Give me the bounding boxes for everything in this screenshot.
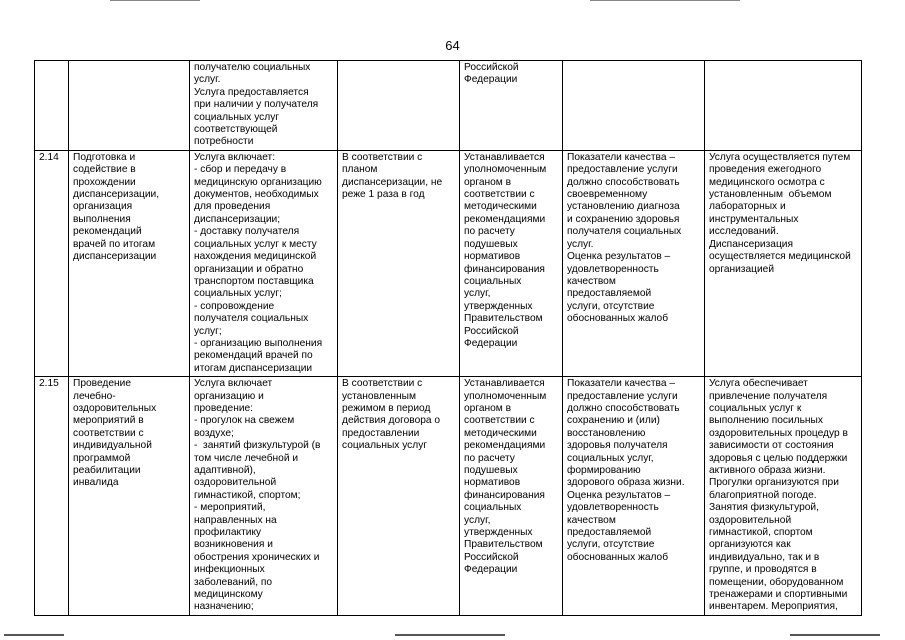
service-timing: В соответствии с планом диспансеризации, не реже 1 раза в год bbox=[338, 150, 460, 376]
row-number: 2.15 bbox=[35, 377, 69, 616]
quality-indicators: Показатели качества – предоставление услуги должно способствовать сохранению и (или) восстановлению здоровья получателя социальных услуг, формированию здорового образа жизни. Оценка результатов – удовлетворенность качеством предоставляемой услуги, отсутствие обоснованных жалоб bbox=[563, 377, 705, 616]
service-cost: Российской Федерации bbox=[460, 61, 563, 151]
scan-bottom-edge-mid bbox=[395, 634, 505, 636]
scan-top-edge-right bbox=[590, 0, 740, 1]
service-name bbox=[69, 61, 190, 151]
service-cost: Устанавливается уполномоченным органом в соответствии с методическими рекомендациями по расчету подушевых нормативов финансирования социальных услуг, утвержденных Правительством Российской Федерации bbox=[460, 377, 563, 616]
service-name: Проведение лечебно- оздоровительных мероприятий в соответствии с индивидуальной программой реабилитации инвалида bbox=[69, 377, 190, 616]
service-timing bbox=[338, 61, 460, 151]
service-cost: Устанавливается уполномоченным органом в соответствии с методическими рекомендациями по расчету подушевых нормативов финансирования социальных услуг, утвержденных Правительством Российской Федерации bbox=[460, 150, 563, 376]
service-conditions: Услуга обеспечивает привлечение получателя социальных услуг к выполнению посильных оздоровительных процедур в зависимости от состояния здоровья с целью поддержки активного образа жизни. Прогулки организуются при благоприятной погоде. Занятия физкультурой, оздоровительной гимнастикой, спортом организуются как индивидуально, так и в группе, и проводятся в помещении, оборудованном тренажерами и спортивными инвентарем. Мероприятия, bbox=[705, 377, 862, 616]
page-number: 64 bbox=[445, 38, 460, 53]
scan-bottom-edge-left bbox=[4, 634, 64, 636]
service-timing: В соответствии с установленным режимом в период действия договора о предоставлении социальных услуг bbox=[338, 377, 460, 616]
service-description: Услуга включает: - сбор и передачу в медицинскую организацию документов, необходимых для проведения диспансеризации; - доставку получателя социальных услуг к месту нахождения медицинской организации и обратно транспортом поставщика социальных услуг; - сопровождение получателя социальных услуг; - организацию выполнения рекомендаций врачей по итогам диспансеризации bbox=[190, 150, 338, 376]
quality-indicators bbox=[563, 61, 705, 151]
service-conditions: Услуга осуществляется путем проведения ежегодного медицинского осмотра с установленным объемом лабораторных и инструментальных исследований. Диспансеризация осуществляется медицинской организацией bbox=[705, 150, 862, 376]
service-name: Подготовка и содействие в прохождении диспансеризации, организация выполнения рекомендаций врачей по итогам диспансеризации bbox=[69, 150, 190, 376]
table-row bbox=[35, 150, 862, 376]
quality-indicators: Показатели качества – предоставление услуги должно способствовать своевременному установлению диагноза и сохранению здоровья получателя социальных услуг. Оценка результатов – удовлетворенность качеством предоставляемой услуги, отсутствие обоснованных жалоб bbox=[563, 150, 705, 376]
service-conditions bbox=[705, 61, 862, 151]
table-row bbox=[35, 377, 862, 616]
row-number: 2.14 bbox=[35, 150, 69, 376]
row-number bbox=[35, 61, 69, 151]
services-table bbox=[34, 60, 862, 616]
service-description: Услуга включает организацию и проведение: - прогулок на свежем воздухе; - занятий физкультурой (в том числе лечебной и адаптивной), оздоровительной гимнастикой, спортом; - мероприятий, направленных на профилактику возникновения и обострения хронических и инфекционных заболеваний, по медицинскому назначению; bbox=[190, 377, 338, 616]
scan-top-edge-left bbox=[110, 0, 200, 1]
table-row bbox=[35, 61, 862, 151]
scan-bottom-edge-right bbox=[790, 634, 880, 636]
service-description: получателю социальных услуг. Услуга предоставляется при наличии у получателя социальных услуг соответствующей потребности bbox=[190, 61, 338, 151]
